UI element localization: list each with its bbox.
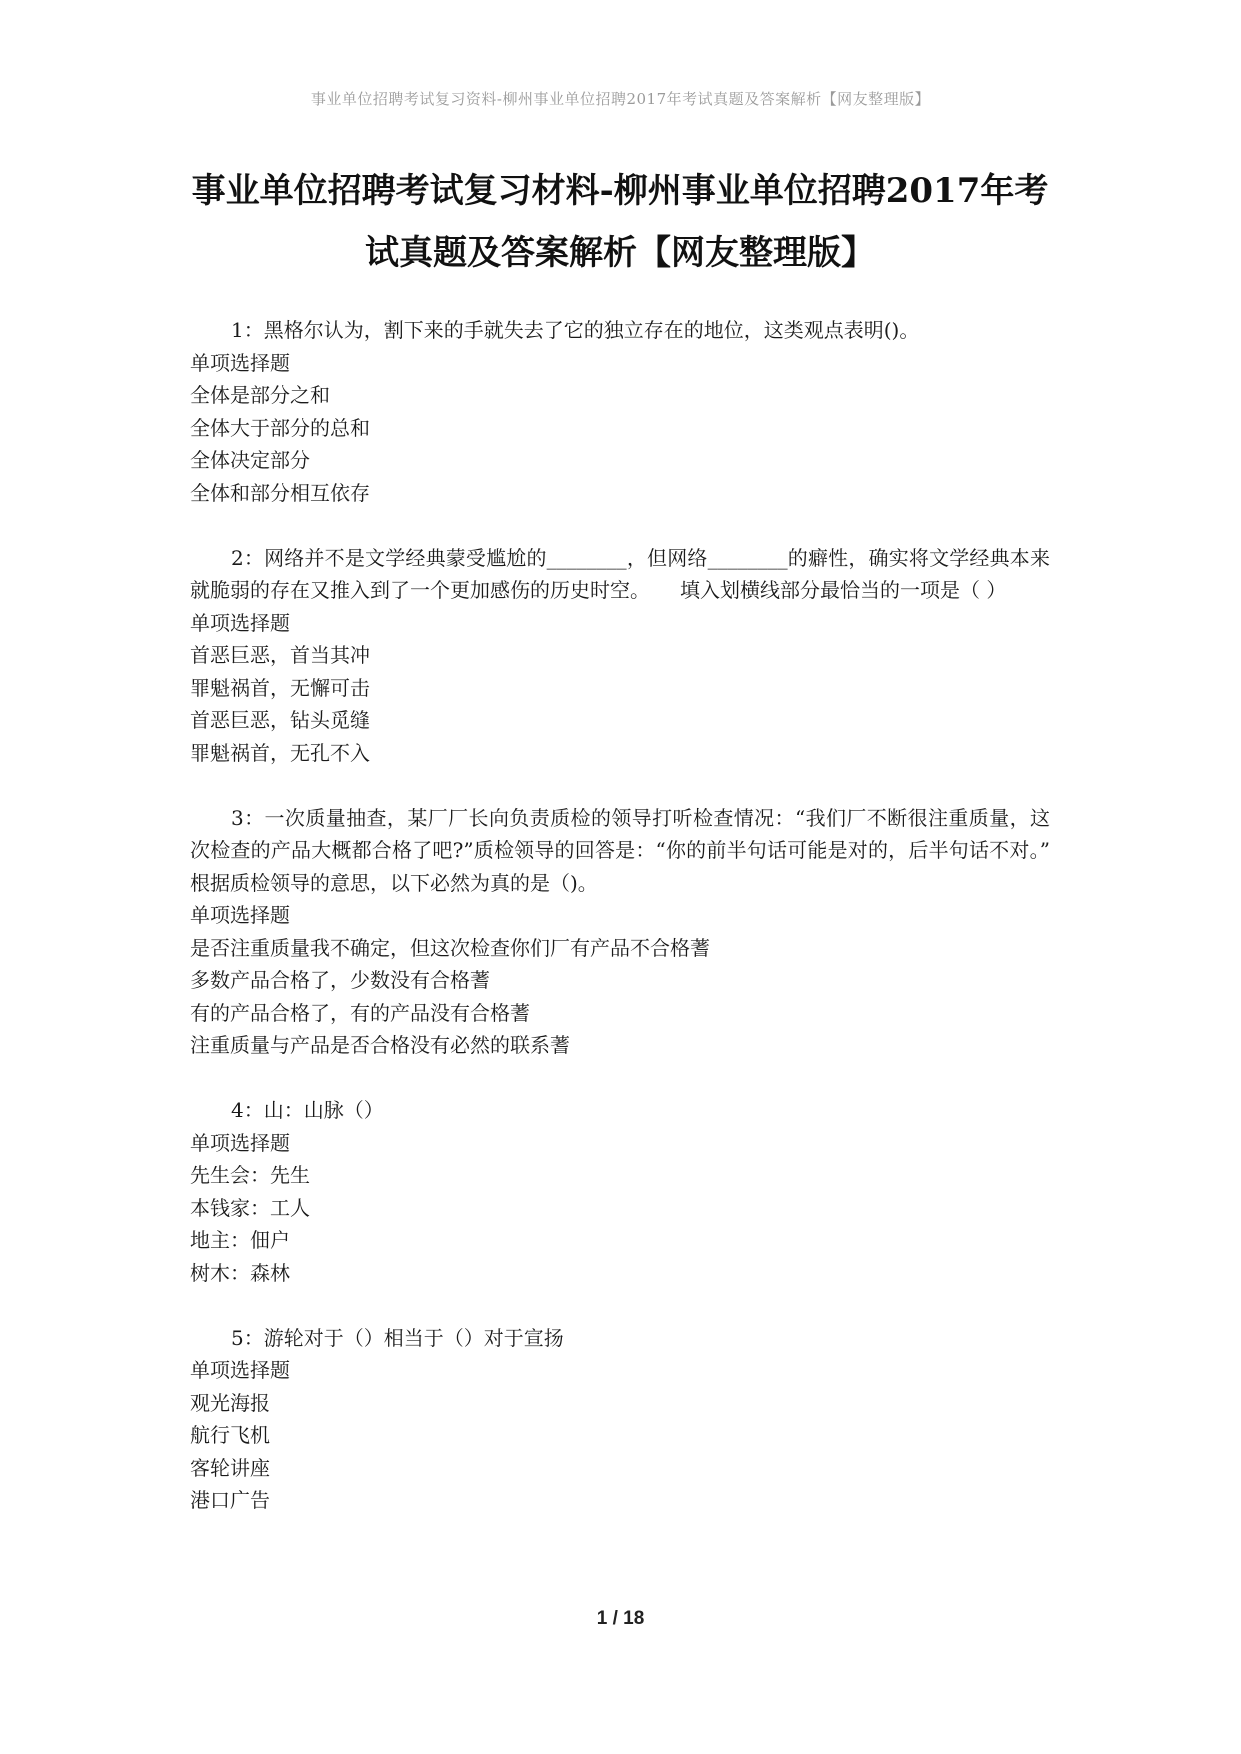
question-4 xyxy=(190,1094,1050,1289)
question-3 xyxy=(190,802,1070,1062)
question-list xyxy=(190,314,1070,1549)
question-stem: 3：一次质量抽查，某厂厂长向负责质检的领导打听检查情况：“我们厂不断很注重质量，这次检查的产品大概都合格了吧?”质检领导的回答是：“你的前半句话可能是对的，后半句话不对。” 根据质检领导的意思，以下必然为真的是（)。 xyxy=(190,805,1070,895)
document-title: 事业单位招聘考试复习材料-柳州事业单位招聘2017年考试真题及答案解析【网友整理版】 xyxy=(191,171,1049,273)
option-d: 注重质量与产品是否合格没有必然的联系蓍 xyxy=(190,1033,570,1057)
question-type: 单项选择题 xyxy=(190,610,290,635)
option-a: 首恶巨恶，首当其冲 xyxy=(190,643,370,667)
option-c: 地主：佃户 xyxy=(190,1228,290,1252)
option-b: 罪魁祸首，无懈可击 xyxy=(190,675,370,700)
option-a: 全体是部分之和 xyxy=(190,383,330,407)
option-b: 航行飞机 xyxy=(190,1423,270,1447)
option-d: 全体和部分相互依存 xyxy=(190,480,370,505)
question-1 xyxy=(190,314,1050,509)
option-a: 先生会：先生 xyxy=(190,1163,310,1187)
running-header: 事业单位招聘考试复习资料-柳州事业单位招聘2017年考试真题及答案解析【网友整理版】 xyxy=(310,90,931,108)
option-d: 罪魁祸首，无孔不入 xyxy=(190,740,370,765)
option-c: 有的产品合格了，有的产品没有合格蓍 xyxy=(190,1000,530,1025)
option-c: 全体决定部分 xyxy=(190,448,310,472)
option-b: 多数产品合格了，少数没有合格蓍 xyxy=(190,968,490,992)
question-type: 单项选择题 xyxy=(190,350,290,375)
question-stem: 4：山：山脉（） xyxy=(231,1098,384,1122)
question-5 xyxy=(190,1322,1050,1517)
option-d: 树木：森林 xyxy=(190,1260,290,1285)
option-b: 全体大于部分的总和 xyxy=(190,415,370,440)
option-a: 是否注重质量我不确定，但这次检查你们厂有产品不合格蓍 xyxy=(190,935,710,960)
option-b: 本钱家：工人 xyxy=(190,1195,310,1220)
page-number: 1 / 18 xyxy=(596,1608,645,1629)
question-type: 单项选择题 xyxy=(190,903,290,927)
question-type: 单项选择题 xyxy=(190,1130,290,1155)
option-d: 港口广告 xyxy=(190,1488,270,1512)
option-c: 首恶巨恶，钻头觅缝 xyxy=(190,708,370,732)
option-a: 观光海报 xyxy=(190,1390,270,1415)
question-2 xyxy=(190,542,1050,770)
question-stem: 5：游轮对于（）相当于（）对于宣扬 xyxy=(231,1325,564,1350)
question-stem: 2：网络并不是文学经典蒙受尴尬的________，但网络________的癖性，确实将文学经典本来就脆弱的存在又推入到了一个更加感伤的历史时空。 填入划横线部分最恰当的一项是（ ） xyxy=(190,545,1050,602)
question-type: 单项选择题 xyxy=(190,1358,290,1382)
question-stem: 1：黑格尔认为，割下来的手就失去了它的独立存在的地位，这类观点表明()。 xyxy=(231,318,920,342)
option-c: 客轮讲座 xyxy=(190,1455,270,1480)
